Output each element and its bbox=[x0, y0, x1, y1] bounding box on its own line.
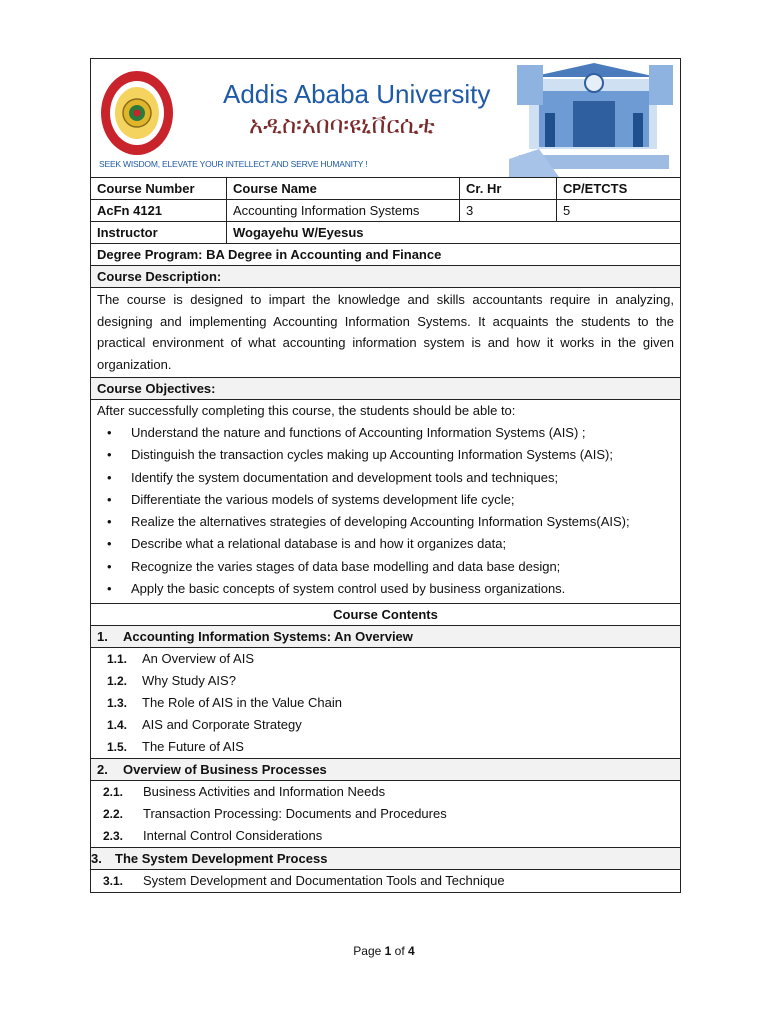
section-number: 2. bbox=[97, 762, 108, 778]
objectives-intro: After successfully completing this course, the students should be able to: bbox=[97, 403, 516, 418]
syllabus-document bbox=[90, 58, 681, 893]
list-item: • Understand the nature and functions of Accounting Information Systems (AIS) ; bbox=[131, 422, 674, 444]
subsection-number: 1.3. bbox=[107, 696, 128, 711]
course-number-value: AcFn 4121 bbox=[91, 200, 227, 221]
list-item: • Describe what a relational database is and how it organizes data; bbox=[131, 533, 674, 555]
subsection-title: Business Activities and Information Needs bbox=[143, 784, 386, 800]
list-item bbox=[91, 670, 680, 692]
section-title: The System Development Process bbox=[115, 851, 328, 867]
subsection-number: 3.1. bbox=[103, 874, 124, 889]
list-item: • Distinguish the transaction cycles making up Accounting Information Systems (AIS); bbox=[131, 444, 674, 466]
subsection-title: An Overview of AIS bbox=[142, 651, 254, 667]
objectives-list bbox=[91, 422, 680, 600]
section-heading bbox=[91, 759, 680, 781]
course-table-value-row bbox=[91, 200, 680, 222]
list-item: • Identify the system documentation and development tools and techniques; bbox=[131, 467, 674, 489]
subsection-list bbox=[91, 781, 680, 848]
section-title: Accounting Information Systems: An Overview bbox=[123, 629, 413, 645]
list-item: • Apply the basic concepts of system control used by business organizations. bbox=[131, 578, 674, 600]
subsection-title: Why Study AIS? bbox=[142, 673, 236, 689]
header-course-number: Course Number bbox=[91, 178, 227, 199]
credit-hours-value: 3 bbox=[460, 200, 557, 221]
subsection-title: System Development and Documentation Tools and Technique bbox=[143, 873, 505, 889]
list-item bbox=[91, 825, 680, 847]
subsection-title: Transaction Processing: Documents and Procedures bbox=[143, 806, 447, 822]
section-title: Overview of Business Processes bbox=[123, 762, 327, 778]
objectives-heading: Course Objectives: bbox=[91, 378, 680, 400]
university-name: Addis Ababa University bbox=[223, 79, 491, 109]
instructor-row bbox=[91, 222, 680, 244]
university-banner bbox=[91, 59, 680, 178]
instructor-label: Instructor bbox=[91, 222, 227, 243]
subsection-number: 2.2. bbox=[103, 807, 124, 822]
subsection-number: 1.4. bbox=[107, 718, 128, 733]
list-item bbox=[91, 781, 680, 803]
list-item bbox=[91, 648, 680, 670]
section-heading bbox=[91, 848, 680, 870]
page-footer bbox=[0, 944, 768, 958]
instructor-name: Wogayehu W/Eyesus bbox=[233, 225, 364, 240]
subsection-title: Internal Control Considerations bbox=[143, 828, 323, 844]
cp-etcts-value: 5 bbox=[563, 203, 571, 218]
section-heading bbox=[91, 626, 680, 648]
section-number: 1. bbox=[97, 629, 108, 645]
list-item bbox=[91, 736, 680, 758]
degree-program: Degree Program: BA Degree in Accounting and Finance bbox=[91, 244, 680, 266]
total-pages: 4 bbox=[408, 944, 415, 958]
subsection-title: The Role of AIS in the Value Chain bbox=[142, 695, 342, 711]
section-number: 3. bbox=[91, 851, 102, 867]
course-name-value: Accounting Information Systems bbox=[227, 200, 460, 221]
course-table-header-row bbox=[91, 178, 680, 200]
list-item bbox=[91, 714, 680, 736]
page-label: Page bbox=[353, 944, 382, 958]
subsection-title: The Future of AIS bbox=[142, 739, 244, 755]
current-page: 1 bbox=[384, 944, 392, 958]
subsection-number: 1.5. bbox=[107, 740, 128, 755]
subsection-number: 2.1. bbox=[103, 785, 124, 800]
list-item: • Differentiate the various models of systems development life cycle; bbox=[131, 489, 674, 511]
contents-heading: Course Contents bbox=[91, 604, 680, 626]
header-credit-hours: Cr. Hr bbox=[460, 178, 557, 199]
header-course-name: Course Name bbox=[227, 178, 460, 199]
list-item: • Realize the alternatives strategies of developing Accounting Information Systems(AIS); bbox=[131, 511, 674, 533]
of-label: of bbox=[394, 944, 405, 958]
list-item: • Recognize the varies stages of data base modelling and data base design; bbox=[131, 556, 674, 578]
subsection-list bbox=[91, 870, 680, 893]
university-seal-icon bbox=[99, 69, 175, 157]
description-text: The course is designed to impart the knowledge and skills accountants require in analyzing, designing and implementing Accounting Information Systems. It acquaints the students to the practical environment of what accounting information system is and how it works in the given organization. bbox=[91, 288, 680, 378]
subsection-title: AIS and Corporate Strategy bbox=[142, 717, 302, 733]
university-tagline: SEEK WISDOM, ELEVATE YOUR INTELLECT AND SERVE HUMANITY ! bbox=[99, 159, 368, 169]
subsection-list bbox=[91, 648, 680, 759]
subsection-number: 1.1. bbox=[107, 652, 128, 667]
list-item bbox=[91, 692, 680, 714]
objectives-block bbox=[91, 400, 680, 604]
subsection-number: 2.3. bbox=[103, 829, 124, 844]
header-cp-etcts: CP/ETCTS bbox=[563, 181, 628, 196]
university-name-amharic: አዲስ፡አበባ፡ዩኒቨርሲቲ bbox=[249, 111, 435, 139]
subsection-number: 1.2. bbox=[107, 674, 128, 689]
list-item bbox=[91, 870, 680, 892]
description-heading: Course Description: bbox=[91, 266, 680, 288]
building-illustration-icon bbox=[509, 59, 679, 177]
list-item bbox=[91, 803, 680, 825]
